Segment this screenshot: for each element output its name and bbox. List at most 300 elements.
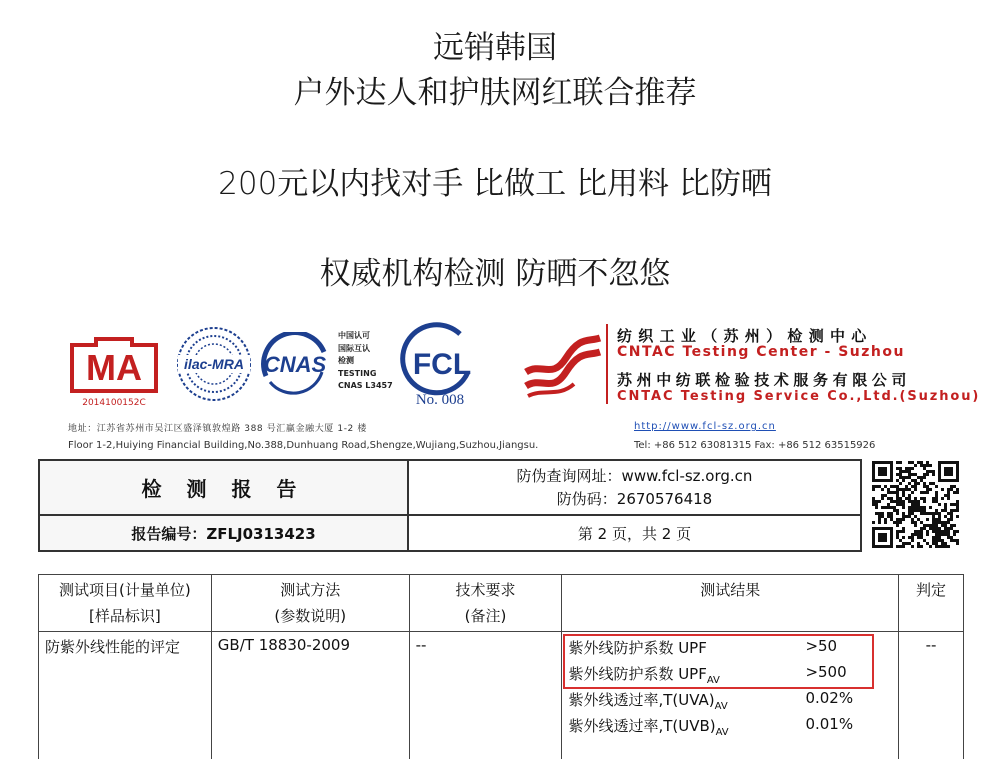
qr-module xyxy=(875,500,878,503)
qr-module xyxy=(932,530,935,533)
qr-module xyxy=(905,470,908,473)
qr-module xyxy=(902,494,905,497)
qr-module xyxy=(902,512,905,515)
qr-module xyxy=(902,491,905,494)
result-value: 0.02% xyxy=(805,689,854,707)
qr-module xyxy=(878,485,881,488)
qr-module xyxy=(947,533,950,536)
qr-module xyxy=(899,482,902,485)
qr-module xyxy=(911,545,914,548)
result-label: 紫外线防护系数 UPF xyxy=(568,639,707,657)
qr-module xyxy=(911,479,914,482)
qr-module xyxy=(905,497,908,500)
qr-module xyxy=(890,512,893,515)
qr-module xyxy=(917,542,920,545)
qr-module xyxy=(917,500,920,503)
qr-module xyxy=(902,515,905,518)
qr-module xyxy=(896,518,899,521)
qr-module xyxy=(908,470,911,473)
qr-module xyxy=(923,509,926,512)
qr-module xyxy=(878,545,881,548)
qr-module xyxy=(884,473,887,476)
qr-module xyxy=(905,467,908,470)
qr-module xyxy=(920,497,923,500)
qr-module xyxy=(911,509,914,512)
qr-module xyxy=(899,545,902,548)
qr-module xyxy=(947,470,950,473)
result-value: >500 xyxy=(805,663,847,681)
qr-module xyxy=(878,515,881,518)
company-name-cn: 苏州中纺联检验技术服务有限公司 xyxy=(617,371,912,389)
qr-module xyxy=(950,470,953,473)
qr-module xyxy=(887,497,890,500)
qr-module xyxy=(950,512,953,515)
qr-module xyxy=(884,506,887,509)
qr-module xyxy=(932,473,935,476)
qr-module xyxy=(920,527,923,530)
qr-module xyxy=(917,545,920,548)
qr-module xyxy=(944,473,947,476)
qr-module xyxy=(938,545,941,548)
cnas-logo xyxy=(258,332,332,396)
qr-module xyxy=(941,509,944,512)
qr-module xyxy=(953,503,956,506)
qr-module xyxy=(929,512,932,515)
qr-module xyxy=(926,491,929,494)
qr-module xyxy=(932,539,935,542)
qr-module xyxy=(923,491,926,494)
qr-module xyxy=(878,518,881,521)
qr-module xyxy=(881,512,884,515)
qr-module xyxy=(938,479,941,482)
qr-module xyxy=(926,524,929,527)
qr-module xyxy=(878,500,881,503)
qr-module xyxy=(911,518,914,521)
result-line xyxy=(568,713,892,739)
tel-fax: Tel: +86 512 63081315 Fax: +86 512 63515926 xyxy=(634,440,876,451)
qr-module xyxy=(920,464,923,467)
qr-module xyxy=(929,464,932,467)
header-item-line1: 测试项目(计量单位) xyxy=(59,581,191,599)
qr-module xyxy=(872,542,875,545)
qr-module xyxy=(911,521,914,524)
qr-module xyxy=(932,497,935,500)
qr-module xyxy=(950,515,953,518)
qr-module xyxy=(914,473,917,476)
qr-module xyxy=(938,521,941,524)
qr-module xyxy=(944,494,947,497)
headline-line-2: 户外达人和护肤网红联合推荐 xyxy=(293,75,697,111)
qr-module xyxy=(914,503,917,506)
qr-module xyxy=(911,503,914,506)
qr-module xyxy=(896,485,899,488)
qr-module xyxy=(914,515,917,518)
qr-module xyxy=(923,482,926,485)
qr-module xyxy=(914,485,917,488)
qr-module xyxy=(884,533,887,536)
qr-module xyxy=(872,488,875,491)
qr-module xyxy=(947,461,950,464)
qr-module xyxy=(929,545,932,548)
qr-module xyxy=(902,500,905,503)
qr-module xyxy=(905,476,908,479)
qr-module xyxy=(944,527,947,530)
qr-module xyxy=(908,482,911,485)
qr-module xyxy=(872,530,875,533)
cntac-divider xyxy=(606,324,608,404)
qr-module xyxy=(944,461,947,464)
report-title: 检 测 报 告 xyxy=(39,460,408,515)
qr-module xyxy=(941,542,944,545)
qr-module xyxy=(896,509,899,512)
qr-module xyxy=(899,461,902,464)
qr-module xyxy=(926,533,929,536)
qr-module xyxy=(950,536,953,539)
qr-module xyxy=(878,536,881,539)
result-line xyxy=(568,687,892,713)
qr-module xyxy=(950,485,953,488)
qr-module xyxy=(941,521,944,524)
qr-module xyxy=(890,542,893,545)
qr-module xyxy=(938,473,941,476)
qr-module xyxy=(887,503,890,506)
qr-module xyxy=(935,536,938,539)
qr-module xyxy=(935,518,938,521)
qr-module xyxy=(884,470,887,473)
qr-module xyxy=(890,536,893,539)
qr-module xyxy=(899,488,902,491)
qr-module xyxy=(947,488,950,491)
qr-module xyxy=(950,527,953,530)
report-verify xyxy=(408,460,861,515)
qr-module xyxy=(899,467,902,470)
qr-module xyxy=(875,512,878,515)
qr-module xyxy=(935,533,938,536)
result-label: 紫外线透过率,T(UVA) xyxy=(568,691,715,709)
qr-module xyxy=(917,482,920,485)
qr-module xyxy=(899,503,902,506)
qr-module xyxy=(923,464,926,467)
qr-module xyxy=(878,539,881,542)
qr-module xyxy=(890,533,893,536)
qr-module xyxy=(932,542,935,545)
qr-module xyxy=(923,473,926,476)
qr-module xyxy=(881,497,884,500)
qr-module xyxy=(947,467,950,470)
qr-module xyxy=(923,467,926,470)
qr-module xyxy=(917,461,920,464)
qr-module xyxy=(944,467,947,470)
center-name-cn: 纺织工业（苏州）检测中心 xyxy=(617,327,873,345)
qr-module xyxy=(923,524,926,527)
qr-module xyxy=(947,494,950,497)
qr-module xyxy=(896,545,899,548)
qr-module xyxy=(950,518,953,521)
qr-module xyxy=(896,473,899,476)
qr-module xyxy=(947,473,950,476)
qr-module xyxy=(920,536,923,539)
cma-logo xyxy=(66,335,162,409)
qr-module xyxy=(908,512,911,515)
qr-module xyxy=(941,497,944,500)
qr-module xyxy=(896,536,899,539)
qr-module xyxy=(908,542,911,545)
qr-module xyxy=(902,476,905,479)
qr-module xyxy=(938,464,941,467)
qr-module xyxy=(947,518,950,521)
report-number: 报告编号：ZFLJ0313423 xyxy=(39,515,408,551)
qr-module xyxy=(908,515,911,518)
qr-module xyxy=(878,467,881,470)
qr-module xyxy=(953,509,956,512)
qr-module xyxy=(938,461,941,464)
qr-module xyxy=(935,539,938,542)
qr-module xyxy=(890,545,893,548)
headline-line-1: 远销韩国 xyxy=(433,30,557,66)
qr-module xyxy=(881,467,884,470)
qr-module xyxy=(935,542,938,545)
qr-module xyxy=(935,530,938,533)
qr-module xyxy=(908,494,911,497)
qr-module xyxy=(911,500,914,503)
qr-module xyxy=(881,545,884,548)
qr-module xyxy=(914,524,917,527)
qr-module xyxy=(905,515,908,518)
qr-module xyxy=(917,506,920,509)
result-label: 紫外线防护系数 UPF xyxy=(568,665,707,683)
qr-module xyxy=(896,530,899,533)
qr-module xyxy=(908,476,911,479)
report-header-table xyxy=(38,459,862,552)
qr-module xyxy=(911,536,914,539)
qr-module xyxy=(911,467,914,470)
qr-module xyxy=(899,500,902,503)
qr-module xyxy=(956,461,959,464)
qr-module xyxy=(953,533,956,536)
header-req-line2: (备注) xyxy=(464,607,507,625)
qr-module xyxy=(938,503,941,506)
header-req-line1: 技术要求 xyxy=(455,581,516,599)
qr-module xyxy=(896,467,899,470)
qr-module xyxy=(887,512,890,515)
qr-module xyxy=(881,506,884,509)
qr-code[interactable] xyxy=(872,461,959,548)
qr-module xyxy=(944,533,947,536)
qr-module xyxy=(899,521,902,524)
qr-module xyxy=(884,527,887,530)
qr-module xyxy=(926,530,929,533)
qr-module xyxy=(911,539,914,542)
qr-module xyxy=(935,521,938,524)
qr-module xyxy=(878,527,881,530)
qr-module xyxy=(929,470,932,473)
qr-module xyxy=(920,491,923,494)
qr-module xyxy=(932,524,935,527)
qr-module xyxy=(941,530,944,533)
qr-module xyxy=(923,485,926,488)
qr-module xyxy=(932,512,935,515)
qr-module xyxy=(872,500,875,503)
qr-module xyxy=(902,479,905,482)
qr-module xyxy=(923,527,926,530)
qr-module xyxy=(932,482,935,485)
qr-module xyxy=(890,527,893,530)
cell-item: 防紫外线性能的评定 xyxy=(39,632,212,759)
header-item-line2: [样品标识] xyxy=(89,607,161,625)
qr-module xyxy=(935,545,938,548)
header-result: 测试结果 xyxy=(562,575,899,632)
qr-module xyxy=(953,479,956,482)
qr-module xyxy=(926,464,929,467)
qr-module xyxy=(950,479,953,482)
qr-module xyxy=(926,488,929,491)
header-method xyxy=(211,575,409,632)
address-en: Floor 1-2,Huiying Financial Building,No.388,Dunhuang Road,Shengze,Wujiang,Suzhou,Jiangsu. xyxy=(68,440,539,451)
qr-module xyxy=(935,497,938,500)
qr-module xyxy=(890,485,893,488)
qr-module xyxy=(908,488,911,491)
qr-module xyxy=(893,509,896,512)
qr-module xyxy=(875,485,878,488)
qr-module xyxy=(953,530,956,533)
qr-module xyxy=(941,488,944,491)
header-requirement xyxy=(409,575,562,632)
qr-module xyxy=(929,524,932,527)
qr-module xyxy=(878,533,881,536)
qr-module xyxy=(923,539,926,542)
qr-module xyxy=(893,506,896,509)
qr-module xyxy=(872,536,875,539)
qr-module xyxy=(896,533,899,536)
qr-module xyxy=(917,509,920,512)
qr-module xyxy=(884,545,887,548)
center-name-en: CNTAC Testing Center - Suzhou xyxy=(617,344,905,360)
qr-module xyxy=(872,539,875,542)
qr-module xyxy=(941,479,944,482)
qr-module xyxy=(872,545,875,548)
headline-line-4: 权威机构检测 防晒不忽悠 xyxy=(319,256,671,292)
qr-module xyxy=(932,470,935,473)
website-link[interactable]: http://www.fcl-sz.org.cn xyxy=(634,421,776,432)
qr-module xyxy=(932,521,935,524)
qr-module xyxy=(881,515,884,518)
qr-module xyxy=(881,539,884,542)
qr-module xyxy=(944,503,947,506)
qr-module xyxy=(884,485,887,488)
qr-module xyxy=(914,533,917,536)
qr-module xyxy=(887,515,890,518)
qr-module xyxy=(950,503,953,506)
qr-module xyxy=(947,527,950,530)
qr-module xyxy=(938,467,941,470)
qr-module xyxy=(881,488,884,491)
qr-module xyxy=(914,500,917,503)
qr-module xyxy=(905,488,908,491)
qr-module xyxy=(956,473,959,476)
qr-module xyxy=(950,524,953,527)
qr-module xyxy=(917,536,920,539)
qr-module xyxy=(941,545,944,548)
qr-module xyxy=(938,518,941,521)
qr-module xyxy=(944,542,947,545)
qr-module xyxy=(884,539,887,542)
qr-module xyxy=(896,503,899,506)
cnas-caption-line: CNAS L3457 xyxy=(338,381,393,390)
qr-module xyxy=(872,527,875,530)
qr-module xyxy=(875,545,878,548)
qr-module xyxy=(944,479,947,482)
qr-module xyxy=(947,545,950,548)
qr-module xyxy=(956,542,959,545)
qr-module xyxy=(923,506,926,509)
cnas-caption-line: 中国认可 xyxy=(338,331,370,340)
qr-module xyxy=(872,503,875,506)
qr-module xyxy=(914,497,917,500)
qr-module xyxy=(923,497,926,500)
qr-module xyxy=(881,494,884,497)
qr-module xyxy=(881,470,884,473)
qr-module xyxy=(923,476,926,479)
qr-module xyxy=(956,488,959,491)
qr-module xyxy=(902,506,905,509)
qr-module xyxy=(920,530,923,533)
qr-module xyxy=(950,488,953,491)
qr-module xyxy=(914,488,917,491)
qr-module xyxy=(914,479,917,482)
qr-module xyxy=(878,521,881,524)
qr-module xyxy=(908,461,911,464)
qr-module xyxy=(881,527,884,530)
qr-module xyxy=(938,515,941,518)
verify-code: 防伪码：2670576418 xyxy=(556,489,713,508)
qr-module xyxy=(881,473,884,476)
cnas-caption-line: 国际互认 xyxy=(338,343,370,353)
qr-module xyxy=(950,509,953,512)
qr-module xyxy=(914,509,917,512)
qr-module xyxy=(884,536,887,539)
qr-module xyxy=(953,461,956,464)
qr-module xyxy=(950,461,953,464)
qr-module xyxy=(938,539,941,542)
qr-module xyxy=(902,503,905,506)
qr-module xyxy=(896,500,899,503)
qr-module xyxy=(956,515,959,518)
cell-requirement: -- xyxy=(409,632,562,759)
qr-module xyxy=(950,473,953,476)
qr-module xyxy=(944,545,947,548)
qr-module xyxy=(908,500,911,503)
qr-module xyxy=(947,536,950,539)
fcl-logo xyxy=(398,322,482,408)
qr-module xyxy=(953,485,956,488)
cnas-text: CNAS xyxy=(263,352,327,377)
qr-module xyxy=(905,542,908,545)
qr-module xyxy=(956,476,959,479)
result-value: 0.01% xyxy=(805,715,854,733)
company-name-en: CNTAC Testing Service Co.,Ltd.(Suzhou) xyxy=(617,389,981,404)
qr-module xyxy=(944,515,947,518)
qr-module xyxy=(917,503,920,506)
qr-module xyxy=(956,470,959,473)
qr-module xyxy=(893,485,896,488)
qr-module xyxy=(944,470,947,473)
qr-module xyxy=(902,545,905,548)
qr-module xyxy=(908,536,911,539)
qr-module xyxy=(917,518,920,521)
qr-module xyxy=(929,506,932,509)
qr-module xyxy=(926,512,929,515)
qr-module xyxy=(935,500,938,503)
